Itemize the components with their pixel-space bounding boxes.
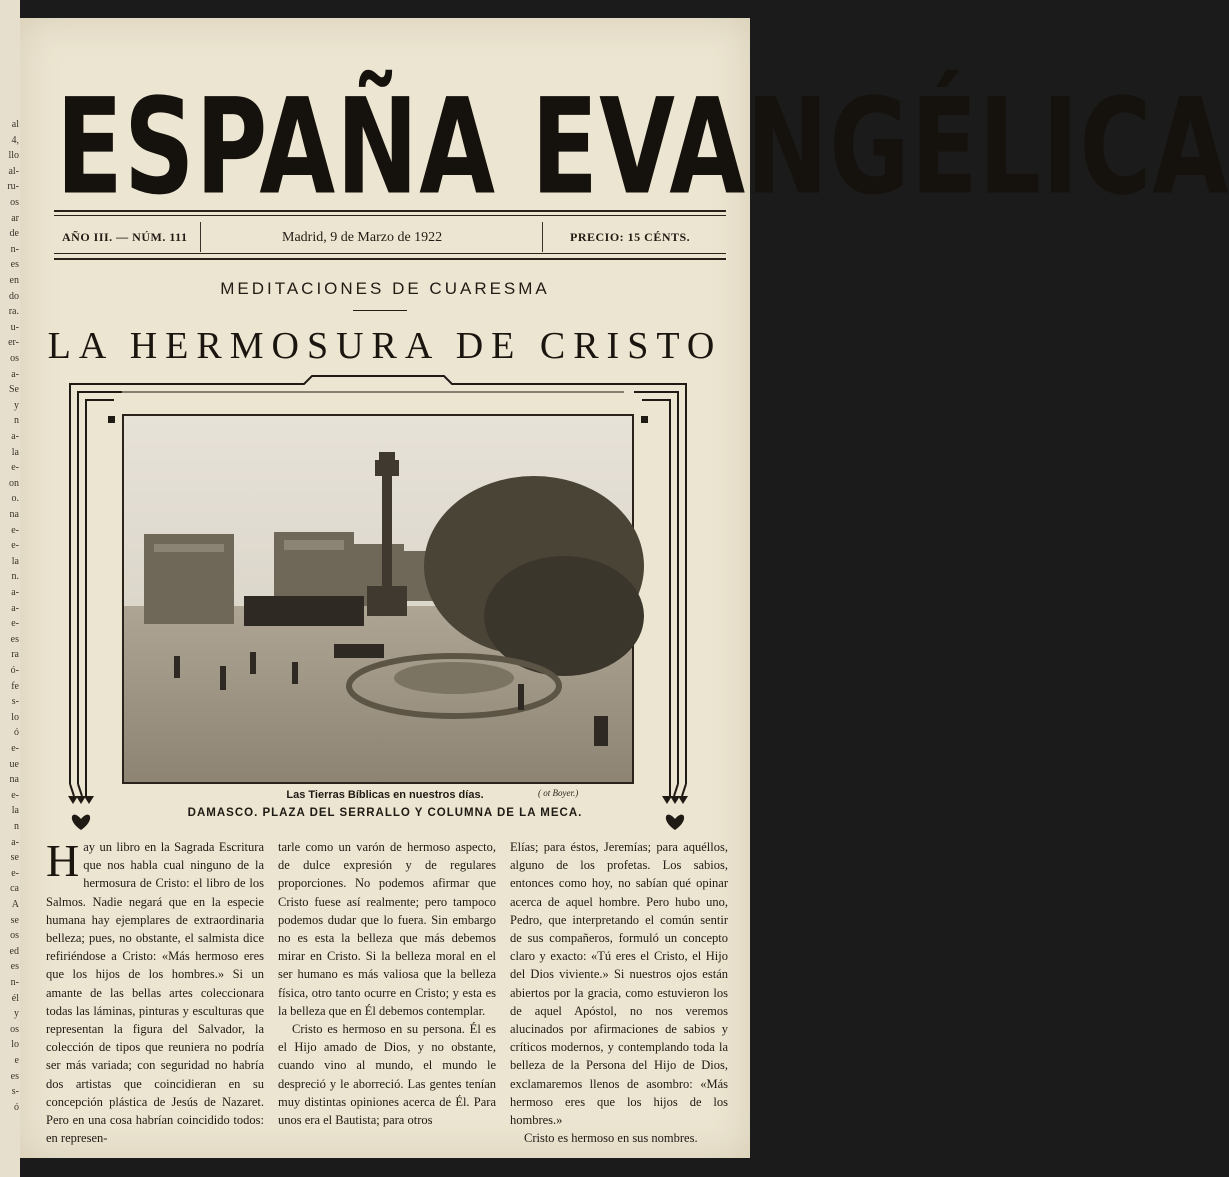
adjacent-page-fragment: n. xyxy=(11,571,19,583)
adjacent-page-fragment: es xyxy=(10,633,19,645)
issue-rule-bottom xyxy=(54,258,726,260)
adjacent-page-fragment: n xyxy=(14,415,19,427)
adjacent-page-fragment: ca xyxy=(10,883,19,895)
adjacent-page-fragment: a- xyxy=(11,836,19,848)
adjacent-page-fragment: e- xyxy=(11,462,19,474)
adjacent-page-fragment: do xyxy=(9,290,19,302)
adjacent-page-strip xyxy=(0,0,20,1177)
drop-cap: H xyxy=(46,835,80,886)
adjacent-page-fragment: e- xyxy=(11,743,19,754)
issue-number: AÑO III. — NÚM. 111 xyxy=(62,230,188,244)
adjacent-page-fragment: a- xyxy=(11,587,19,598)
article-paragraph-1 xyxy=(46,835,264,1147)
article-column-1 xyxy=(46,835,264,1147)
adjacent-page-fragment: es xyxy=(10,259,19,271)
adjacent-page-fragment: y xyxy=(14,1008,19,1020)
issue-separator-right xyxy=(542,222,543,252)
adjacent-page-fragment: e- xyxy=(11,867,19,879)
adjacent-page-fragment: e- xyxy=(11,789,19,801)
adjacent-page-fragment: s- xyxy=(11,1086,19,1098)
adjacent-page-fragment: na xyxy=(9,774,19,786)
adjacent-page-fragment: él xyxy=(11,992,19,1004)
adjacent-page-fragment: ra. xyxy=(8,306,19,318)
adjacent-page-fragment: os xyxy=(10,930,19,942)
adjacent-page-fragment: es xyxy=(10,1070,19,1082)
adjacent-page-fragment: ue xyxy=(9,758,19,770)
masthead-title: ESPAÑA EVANGÉLICA xyxy=(56,71,1229,225)
adjacent-page-fragment: er- xyxy=(8,337,19,349)
adjacent-page-fragment: e- xyxy=(11,540,19,552)
photo-caption-line2: DAMASCO. PLAZA DEL SERRALLO Y COLUMNA DE LA MECA. xyxy=(187,807,583,819)
photo-caption-line1: Las Tierras Bíblicas en nuestros días. xyxy=(286,789,484,801)
adjacent-page-fragment: llo xyxy=(8,150,19,162)
issue-date: Madrid, 9 de Marzo de 1922 xyxy=(282,230,443,245)
adjacent-page-fragment: ó xyxy=(14,1101,19,1113)
adjacent-page-fragment: se xyxy=(10,852,19,864)
adjacent-page-fragment: ar xyxy=(11,212,19,224)
adjacent-page-fragment: se xyxy=(10,914,19,926)
newspaper-page xyxy=(20,18,1229,1158)
adjacent-page-fragment: n xyxy=(14,821,19,832)
masthead-rule-top-thin xyxy=(54,215,726,216)
adjacent-page-fragment: la xyxy=(11,805,19,817)
adjacent-page-fragment: de xyxy=(9,228,19,240)
adjacent-page-fragment: on xyxy=(9,477,19,489)
adjacent-page-fragment: es xyxy=(10,961,19,973)
adjacent-page-fragment: o. xyxy=(11,493,19,505)
article-column-3 xyxy=(510,838,728,1147)
adjacent-page-fragment: A xyxy=(11,899,19,910)
adjacent-page-fragment: en xyxy=(9,275,19,286)
adjacent-page-fragment: e- xyxy=(11,524,19,536)
issue-separator-left xyxy=(200,222,201,252)
adjacent-page-fragment: e xyxy=(14,1055,19,1066)
column-2-paragraph-2: Cristo es hermoso en su persona. Él es el Hijo amado de Dios, y no obstante, cuando vino al mundo, el mundo le despreció y le aborreció. Las gentes tenían muy distintas opiniones acerca de Él. Para unos era el Bautista; para otros xyxy=(278,1022,496,1128)
adjacent-page-fragment: n- xyxy=(10,243,19,255)
article-column-2 xyxy=(278,838,496,1129)
issue-rule-thin xyxy=(54,253,726,254)
adjacent-page-fragment: la xyxy=(11,555,19,567)
adjacent-page-fragment: na xyxy=(9,509,19,520)
article-title: LA HERMOSURA DE CRISTO xyxy=(47,325,723,367)
adjacent-page-fragment: u- xyxy=(10,321,19,333)
adjacent-page-fragment: os xyxy=(10,353,19,364)
issue-price: PRECIO: 15 CÉNTS. xyxy=(570,230,691,244)
article-kicker: MEDITACIONES DE CUARESMA xyxy=(220,279,550,298)
adjacent-page-fragment: a- xyxy=(11,368,19,380)
adjacent-page-fragment: ed xyxy=(9,945,19,957)
adjacent-page-fragment: lo xyxy=(11,711,19,723)
adjacent-page-fragment: a- xyxy=(11,602,19,614)
adjacent-page-fragment: e- xyxy=(11,618,19,630)
column-3-paragraph-2: Cristo es hermoso en sus nombres. xyxy=(524,1131,698,1146)
adjacent-page-fragment: os xyxy=(10,197,19,208)
masthead-rule-top xyxy=(54,210,726,212)
adjacent-page-fragment: 4, xyxy=(11,134,19,146)
adjacent-page-fragment: al- xyxy=(8,165,19,177)
adjacent-page-fragment: Se xyxy=(9,384,19,396)
column-1-text: ay un libro en la Sagrada Escritura que nos habla cual ninguno de la hermosura de Cristo: el libro de los Salmos. Nadie negará que en la especie humana hay ejemplares de extraordinaria belleza; pues, no obstante, el salmista dice refiriéndose a Cristo: «Más hermoso eres que los hijos de los hombres.» Si un amante de las bellas artes coleccionara todas las láminas, pinturas y esculturas que representan la figura del Salvador, la colección de tipos que reuniera no podría ser más variada; con seguridad no habría dos artistas que coincidieran en su concepción plástica de Jesús de Nazaret. Pero en una cosa habrían coincidido todos: en represen- xyxy=(46,840,264,1146)
adjacent-page-fragment: s- xyxy=(11,696,19,708)
column-3-paragraph-1: Elías; para éstos, Jeremías; para aquéllos, alguno de los profetas. Los sabios, entonces como hoy, no sabían qué opinar acerca de aquel hombre. Pero hubo uno, Pedro, que interpretando el común sentir de sus compañeros, formuló un concepto claro y exacto: «Tú eres el Cristo, el Hijo del Dios viviente.» Si nuestros ojos están abiertos por la gracia, como estuvieron los de aquel Apóstol, no nos veremos alucinados por afirmaciones de sabios y críticos modernos, y contemplando toda la belleza de la Persona del Hijo de Dios, exclamaremos llenos de asombro: «Más hermoso eres que los hijos de los hombres.» xyxy=(510,840,728,1128)
adjacent-page-fragment: la xyxy=(11,446,19,458)
adjacent-page-fragment: ra xyxy=(11,649,19,661)
photo-damascus-plaza xyxy=(122,414,634,784)
adjacent-page-fragment: os xyxy=(10,1023,19,1035)
kicker-underline xyxy=(353,310,407,311)
adjacent-page-fragment: n- xyxy=(10,977,19,988)
adjacent-page-fragment: ru- xyxy=(7,181,19,193)
adjacent-page-fragment: ó- xyxy=(10,665,19,676)
adjacent-page-fragment: fe xyxy=(11,680,19,692)
adjacent-page-fragment: a- xyxy=(11,431,19,442)
adjacent-page-fragment: al xyxy=(11,119,19,130)
adjacent-page-fragment: ó xyxy=(14,727,19,739)
column-2-paragraph-1: tarle como un varón de hermoso aspecto, de dulce expresión y de regulares proporciones. No podemos afirmar que Cristo fuese así realmente; pero tampoco podemos dudar que lo fuera. Sin embargo no es esta la belleza que más debemos mirar en Cristo. Si la belleza moral en el ser humano es más valiosa que la belleza física, otro tanto ocurre en Cristo; y esta es la belleza que en Él debemos contemplar. xyxy=(278,840,496,1018)
adjacent-page-fragment: lo xyxy=(11,1039,19,1051)
adjacent-page-fragment: y xyxy=(14,399,19,411)
photo-credit: ( ot Boyer.) xyxy=(538,788,579,798)
